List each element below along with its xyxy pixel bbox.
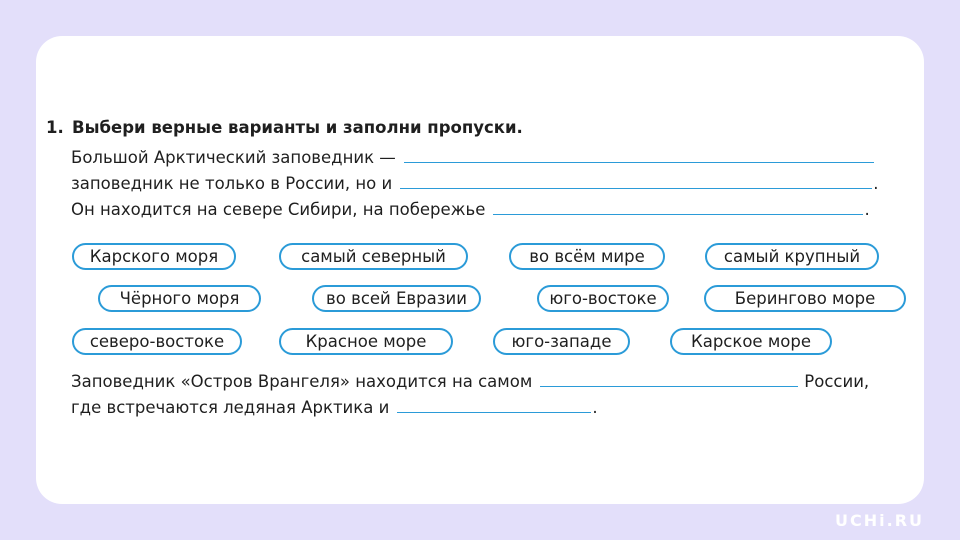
option-pill[interactable]: самый крупный bbox=[705, 243, 879, 270]
option-pill[interactable]: северо-востоке bbox=[72, 328, 242, 355]
blank-4[interactable] bbox=[540, 386, 798, 387]
paragraph2-line1 bbox=[71, 372, 869, 391]
blank-1[interactable] bbox=[404, 162, 874, 163]
paragraph1-line1 bbox=[71, 148, 874, 167]
paragraph2-line2 bbox=[71, 398, 598, 417]
option-pill[interactable]: Берингово море bbox=[704, 285, 906, 312]
paragraph2-line1-end: России, bbox=[804, 372, 870, 391]
blank-3[interactable] bbox=[493, 214, 863, 215]
option-pill[interactable]: юго-востоке bbox=[537, 285, 669, 312]
task-title bbox=[46, 118, 523, 137]
period: . bbox=[873, 174, 879, 193]
option-pill[interactable]: во всём мире bbox=[509, 243, 665, 270]
option-pill[interactable]: Карское море bbox=[670, 328, 832, 355]
option-pill[interactable]: самый северный bbox=[279, 243, 468, 270]
paragraph1-line3 bbox=[71, 200, 870, 219]
paragraph1-line3-text: Он находится на севере Сибири, на побережье bbox=[71, 200, 486, 219]
paragraph2-line1-text: Заповедник «Остров Врангеля» находится на самом bbox=[71, 372, 533, 391]
option-pill[interactable]: Красное море bbox=[279, 328, 453, 355]
period: . bbox=[864, 200, 870, 219]
option-pill[interactable]: Карского моря bbox=[72, 243, 236, 270]
paragraph1-line2-text: заповедник не только в России, но и bbox=[71, 174, 393, 193]
period: . bbox=[592, 398, 598, 417]
task-instruction: Выбери верные варианты и заполни пропуски. bbox=[72, 118, 523, 137]
option-pill[interactable]: Чёрного моря bbox=[98, 285, 261, 312]
uchi-ru-logo: UCHi.RU bbox=[835, 511, 924, 530]
task-number: 1. bbox=[46, 118, 64, 137]
task-card bbox=[36, 36, 924, 504]
option-pill[interactable]: во всей Евразии bbox=[312, 285, 481, 312]
paragraph1-line2 bbox=[71, 174, 878, 193]
paragraph2-line2-text: где встречаются ледяная Арктика и bbox=[71, 398, 390, 417]
blank-2[interactable] bbox=[400, 188, 872, 189]
option-pill[interactable]: юго-западе bbox=[493, 328, 630, 355]
blank-5[interactable] bbox=[397, 412, 591, 413]
paragraph1-line1-text: Большой Арктический заповедник — bbox=[71, 148, 396, 167]
